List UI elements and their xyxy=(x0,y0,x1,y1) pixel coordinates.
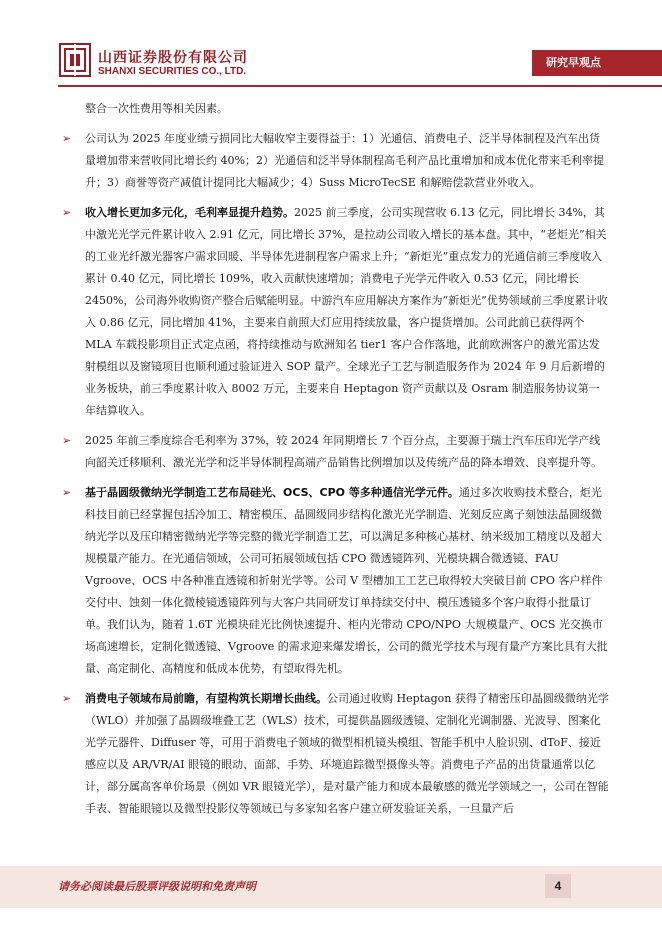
bullet-item xyxy=(62,202,610,422)
intro-paragraph: 整合一次性费用等相关因素。 xyxy=(85,102,228,115)
bullet-text: 2025 年前三季度综合毛利率为 37%，较 2024 年同期增长 7 个百分点，主要源于瑞士汽车压印光学产线向韶关迁移顺利、激光光学和泛半导体制程高端产品销售比例增加以及传统产品的降本增效、良率提升等。 xyxy=(85,434,602,469)
company-name-cn: 山西证券股份有限公司 xyxy=(98,50,248,66)
bullet-item xyxy=(62,430,610,474)
arrow-bullet-icon: ➢ xyxy=(62,132,72,145)
arrow-bullet-icon: ➢ xyxy=(62,434,72,447)
arrow-bullet-icon: ➢ xyxy=(62,692,72,705)
bullet-heading: 基于晶圆级微纳光学制造工艺布局硅光、OCS、CPO 等多种通信光学元件。 xyxy=(85,486,459,499)
bullet-item xyxy=(62,128,610,194)
company-logo xyxy=(58,42,92,78)
page-header xyxy=(0,0,662,96)
bullet-text: 2025 前三季度，公司实现营收 6.13 亿元，同比增长 34%，其中激光光学元件累计收入 2.91 亿元，同比增长 37%，是拉动公司收入增长的基本盘。其中，“老炬光”相关的工业光纤激光器客户需求回暖、半导体先进制程客户需求上升；“新炬光”重点发力的光通信前三季度收入累计 0.40 亿元，同比增长 109%，收入贡献快速增加；消费电子光学元件收入 0.53 亿元，同比增长 2450%，公司海外收购资产整合后赋能明显。中游汽车应用解决方案作为“新炬光”优势领域前三季度累计收入 0.86 亿元，同比增加 41%，主要来自前照大灯应用持续放量，客户提货增加。公司此前已获得两个 MLA 车载投影项目正式定点函，将持续推动与欧洲知名 tier1 客户合作落地，此前欧洲客户的激光雷达发射模组以及窗镜项目也顺利通过验证进入 SOP 量产。全球光子工艺与制造服务作为 2024 年 9 月后新增的业务板块，前三季度累计收入 8002 万元，主要来自 Heptagon 资产贡献以及 Osram 制造服务协议第一年结算收入。 xyxy=(85,206,608,417)
report-body xyxy=(62,98,610,820)
bullet-heading: 收入增长更加多元化，毛利率显提升趋势。 xyxy=(85,206,294,219)
header-divider xyxy=(58,85,662,87)
disclaimer-link[interactable]: 请务必阅读最后股票评级说明和免责声明 xyxy=(58,880,256,893)
arrow-bullet-icon: ➢ xyxy=(62,206,72,219)
page-number: 4 xyxy=(545,874,571,898)
bullet-item xyxy=(62,482,610,680)
bullet-heading: 消费电子领域布局前瞻，有望构筑长期增长曲线。 xyxy=(85,692,327,705)
arrow-bullet-icon: ➢ xyxy=(62,486,72,499)
bullet-item xyxy=(62,688,610,820)
report-type-tag: 研究早观点 xyxy=(532,50,662,76)
bullet-text: 通过多次收购技术整合，炬光科技目前已经掌握包括冷加工、精密模压、晶圆级同步结构化激光光学制造、光刻反应离子刻蚀法晶圆级微纳光学以及压印精密微纳光学等完整的微光学制造工艺，可以满足多种核心基材、纳米级加工精度以及超大规模量产能力。在光通信领域，公司可拓展领域包括 CPO 微透镜阵列、光模块耦合微透镜、FAU Vgroove、OCS 中各种准直透镜和折射光学等。公司 V 型槽加工工艺已取得较大突破目前 CPO 客户样件交付中、蚀刻一体化微棱镜透镜阵列与大客户共同研发订单持续交付中、模压透镜多个客户取得小批量订单。我们认为，随着 1.6T 光模块硅光比例快速提升、柜内光带动 CPO/NPO 大规模量产、OCS 光交换市场高速增长，定制化微透镜、Vgroove 的需求迎来爆发增长，公司的微光学技术与现有量产方案比具有大批量、高定制化、高精度和低成本优势，有望取得先机。 xyxy=(85,486,608,675)
bullet-text: 公司认为 2025 年度业绩亏损同比大幅收窄主要得益于：1）光通信、消费电子、泛半导体制程及汽车出货量增加带来营收同比增长约 40%；2）光通信和泛半导体制程高毛利产品比重增加和成本优化带来毛利率提升；3）商誉等资产减值计提同比大幅减少；4）Suss MicroTecSE 和解赔偿款营业外收入。 xyxy=(85,132,604,189)
bullet-text: 公司通过收购 Heptagon 获得了精密压印晶圆级微纳光学（WLO）并加强了晶圆级堆叠工艺（WLS）技术，可提供晶圆级透镜、定制化光调制器、光波导、图案化光学元器件、Diffuser 等，可用于消费电子领域的微型相机镜头模组、智能手机中人脸识别、dToF、接近感应以及 AR/VR/AI 眼镜的眼动、面部、手势、环境追踪微型摄像头等。消费电子产品的出货量通常以亿计，部分属高客单价场景（例如 VR 眼镜光学），是对量产能力和成本最敏感的微光学领域之一，公司在智能手表、智能眼镜以及微型投影仪等领域已与多家知名客户建立研发验证关系，一旦量产后 xyxy=(85,692,609,815)
company-name-en: SHANXI SECURITIES CO., LTD. xyxy=(98,66,247,77)
